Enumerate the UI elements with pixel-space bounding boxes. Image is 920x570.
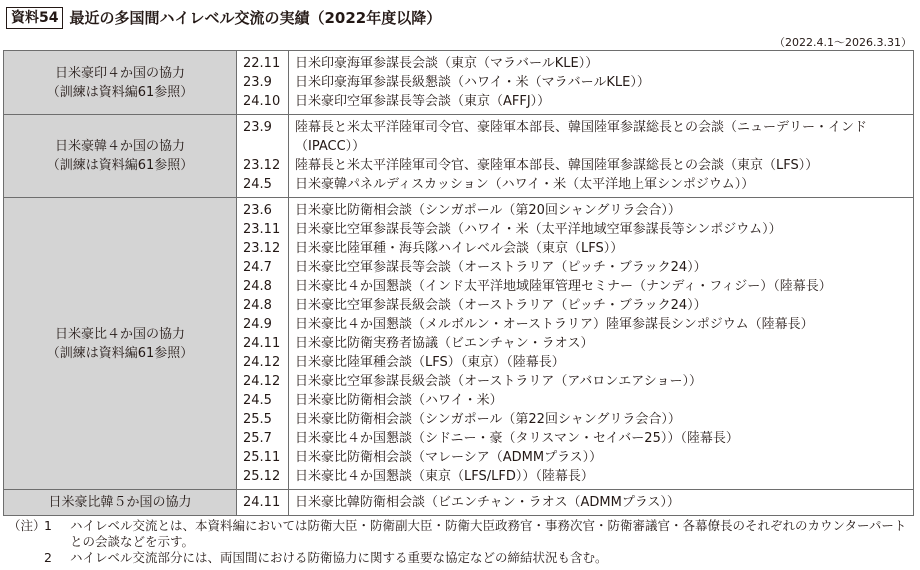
row-event: 日米印豪海軍参謀長級懇談（ハワイ・米（マラバールKLE）） <box>295 75 650 90</box>
row-date: 24.12 <box>243 374 281 389</box>
row-event: 日米豪比空軍参謀長級会談（オーストラリア（アバロンエアショー）） <box>295 374 703 389</box>
footnote-text: ハイレベル交流とは、本資料編においては防衛大臣・防衛副大臣・防衛大臣政務官・事務次官・防衛審議官・各幕僚長のそれぞれのカウンターパートとの会談などを示す。 <box>70 518 907 549</box>
group-name: 日米豪韓４か国の協力 <box>54 139 185 154</box>
row-event: 日米豪比空軍参謀長等会談（ハワイ・米（太平洋地域空軍参謀長等シンポジウム）） <box>295 222 782 237</box>
event-cell <box>289 51 914 115</box>
row-event: 日米豪比陸軍種・海兵隊ハイレベル会談（東京（LFS）） <box>295 241 624 256</box>
row-date: 24.8 <box>243 298 272 313</box>
group-row-quad-india <box>4 51 914 115</box>
row-event: 日米豪比韓防衛相会談（ビエンチャン・ラオス（ADMMプラス）） <box>295 495 680 510</box>
row-event: 日米豪韓パネルディスカッション（ハワイ・米（太平洋地上軍シンポジウム）） <box>295 177 755 192</box>
group-note: （訓練は資料編61参照） <box>46 158 194 173</box>
footnote-prefix: （注） <box>8 518 46 533</box>
date-cell <box>237 115 289 198</box>
group-row-quad-korea <box>4 115 914 198</box>
row-date: 25.11 <box>243 450 281 465</box>
row-event: 日米豪比防衛相会談（シンガポール（第22回シャングリラ会合）） <box>295 412 681 427</box>
row-event: 陸幕長と米太平洋陸軍司令官、豪陸軍本部長、韓国陸軍参謀総長との会談（東京（LFS）） <box>295 158 819 173</box>
row-event: 日米豪比防衛相会談（マレーシア（ADMMプラス）） <box>295 450 603 465</box>
group-name: 日米豪比韓５か国の協力 <box>48 495 192 510</box>
row-date: 24.10 <box>243 94 281 109</box>
group-name: 日米豪印４か国の協力 <box>54 65 185 81</box>
row-date: 24.7 <box>243 260 272 275</box>
row-event: 日米豪比４か国懇談（シドニー・豪（タリスマン・セイバー25））（陸幕長） <box>295 431 739 446</box>
document-header <box>6 6 441 30</box>
row-date: 23.12 <box>243 158 281 173</box>
group-row-quad-philippines <box>4 198 914 490</box>
group-name-cell <box>4 115 237 198</box>
footnote-item <box>8 518 912 550</box>
period-range: （2022.4.1～2026.3.31） <box>774 36 912 49</box>
row-date: 24.9 <box>243 317 272 332</box>
row-event: 日米豪比４か国懇談（東京（LFS/LFD））（陸幕長） <box>295 469 594 484</box>
footnote-item <box>8 550 912 566</box>
group-name-cell <box>4 51 237 115</box>
exchange-table <box>3 50 914 516</box>
footnote-number: 1 <box>44 518 52 533</box>
row-event: 日米豪比防衛実務者協議（ビエンチャン・ラオス） <box>295 336 594 351</box>
row-date: 24.12 <box>243 355 281 370</box>
group-note: （訓練は資料編61参照） <box>46 345 194 361</box>
row-event: 日米豪比空軍参謀長等会談（オーストラリア（ピッチ・ブラック24）） <box>295 260 707 275</box>
event-cell <box>289 198 914 490</box>
footnote-number: 2 <box>44 550 52 565</box>
row-event: 日米豪比防衛相会談（シンガポール（第20回シャングリラ会合）） <box>295 203 681 218</box>
row-date: 23.9 <box>243 75 272 90</box>
row-date: 24.11 <box>243 336 281 351</box>
row-event: 日米印豪海軍参謀長会談（東京（マラバールKLE）） <box>295 56 599 71</box>
row-event: 日米豪印空軍参謀長等会談（東京（AFFJ）） <box>295 94 551 109</box>
event-cell <box>289 115 914 198</box>
date-cell <box>237 198 289 490</box>
group-note: （訓練は資料編61参照） <box>46 84 194 100</box>
row-event: 日米豪比４か国懇談（インド太平洋地域陸軍管理セミナー（ナンディ・フィジー）（陸幕長） <box>295 279 832 294</box>
date-cell <box>237 51 289 115</box>
row-event: 日米豪比空軍参謀長級会談（オーストラリア（ピッチ・ブラック24）） <box>295 298 707 313</box>
row-date: 23.6 <box>243 203 272 218</box>
row-date: 23.9 <box>243 120 272 135</box>
row-date: 25.12 <box>243 469 281 484</box>
footnote-text: ハイレベル交流部分には、両国間における防衛協力に関する重要な協定などの締結状況も含む。 <box>70 550 608 565</box>
row-date: 24.5 <box>243 393 272 408</box>
row-event: 陸幕長と米太平洋陸軍司令官、豪陸軍本部長、韓国陸軍参謀総長との会談（ニューデリー・インド（IPACC）） <box>295 120 868 154</box>
row-date: 22.11 <box>243 56 281 71</box>
document-label: 資料54 <box>6 7 63 29</box>
row-event: 日米豪比陸軍種会談（LFS）（東京）（陸幕長） <box>295 355 565 370</box>
date-cell <box>237 490 289 516</box>
row-date: 23.12 <box>243 241 281 256</box>
row-date: 24.5 <box>243 177 272 192</box>
event-cell <box>289 490 914 516</box>
group-name-cell <box>4 490 237 516</box>
document-title: 最近の多国間ハイレベル交流の実績（2022年度以降） <box>69 8 442 27</box>
row-date: 24.11 <box>243 495 281 510</box>
row-date: 24.8 <box>243 279 272 294</box>
row-date: 25.5 <box>243 412 272 427</box>
row-date: 23.11 <box>243 222 281 237</box>
footnotes <box>8 518 912 566</box>
group-name-cell <box>4 198 237 490</box>
row-event: 日米豪比４か国懇談（メルボルン・オーストラリア）陸軍参謀長シンポジウム（陸幕長） <box>295 317 814 332</box>
group-row-five-nation <box>4 490 914 516</box>
group-name: 日米豪比４か国の協力 <box>54 326 185 342</box>
row-event: 日米豪比防衛相会談（ハワイ・米） <box>295 393 503 408</box>
row-date: 25.7 <box>243 431 272 446</box>
